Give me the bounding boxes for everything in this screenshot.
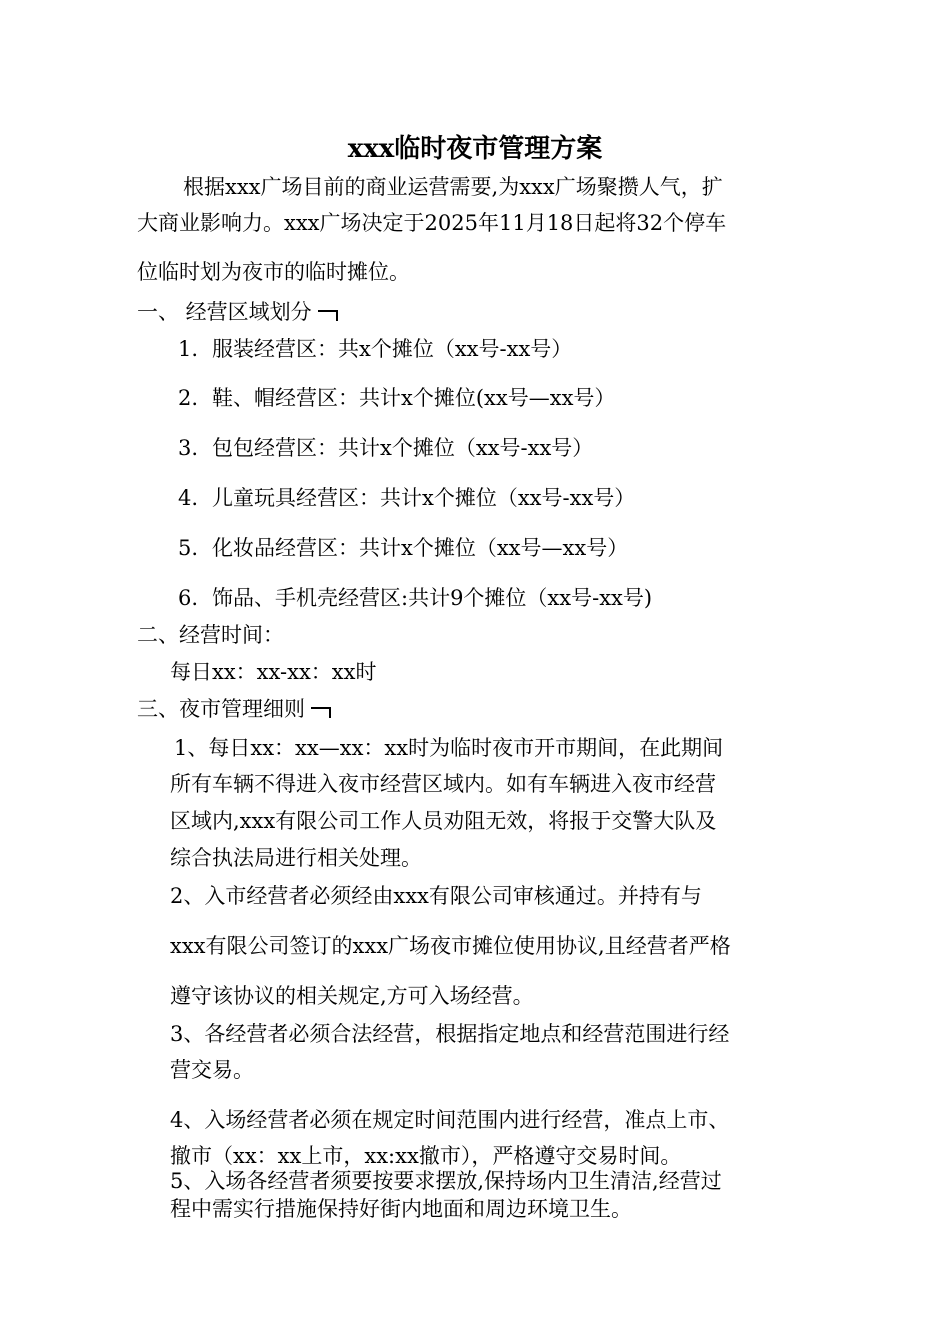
document-title: xxx临时夜市管理方案 xyxy=(347,134,603,164)
section1-heading: 一、 经营区域划分 xyxy=(137,297,338,327)
revision-mark-icon xyxy=(311,707,331,718)
list-item: 4. 儿童玩具经营区：共计x个摊位（xx号-xx号） xyxy=(178,486,636,510)
intro-line-2: 大商业影响力。xxx广场决定于2025年11月18日起将32个停车 xyxy=(137,211,727,235)
list-item: 1. 服装经营区：共x个摊位（xx号-xx号） xyxy=(178,337,573,361)
rule5-line-1: 5、入场各经营者须要按要求摆放,保持场内卫生清洁,经营过 xyxy=(170,1169,722,1193)
rule1-line-4: 综合执法局进行相关处理。 xyxy=(170,846,422,870)
rule1-line-1: 1、每日xx：xx—xx：xx时为临时夜市开市期间，在此期间 xyxy=(174,736,724,760)
intro-line-3: 位临时划为夜市的临时摊位。 xyxy=(137,260,410,284)
rule3-line-2: 营交易。 xyxy=(170,1058,254,1082)
revision-mark-icon xyxy=(318,310,338,321)
section2-heading: 二、经营时间： xyxy=(137,623,284,647)
rule3-line-1: 3、各经营者必须合法经营，根据指定地点和经营范围进行经 xyxy=(170,1022,730,1046)
rule2-line-2: xxx有限公司签订的xxx广场夜市摊位使用协议,且经营者严格 xyxy=(170,934,731,958)
rule4-line-1: 4、入场经营者必须在规定时间范围内进行经营，准点上市、 xyxy=(170,1108,730,1132)
intro-line-1: 根据xxx广场目前的商业运营需要,为xxx广场聚攒人气，扩 xyxy=(183,175,723,199)
rule2-line-3: 遵守该协议的相关规定,方可入场经营。 xyxy=(170,984,534,1008)
list-item: 6. 饰品、手机壳经营区:共计9个摊位（xx号-xx号) xyxy=(178,586,653,610)
rule1-line-2: 所有车辆不得进入夜市经营区域内。如有车辆进入夜市经营 xyxy=(170,772,716,796)
rule4-line-2: 撤市（xx：xx上市，xx:xx撤市），严格遵守交易时间。 xyxy=(170,1144,682,1168)
list-item: 5. 化妆品经营区：共计x个摊位（xx号—xx号） xyxy=(178,536,629,560)
rule2-line-1: 2、入市经营者必须经由xxx有限公司审核通过。并持有与 xyxy=(170,884,702,908)
rule1-line-3: 区域内,xxx有限公司工作人员劝阻无效，将报于交警大队及 xyxy=(170,809,717,833)
list-item: 2. 鞋、帽经营区：共计x个摊位(xx号—xx号） xyxy=(178,386,616,410)
section2-text: 每日xx：xx-xx：xx时 xyxy=(170,660,377,684)
section3-heading: 三、夜市管理细则 xyxy=(137,694,331,724)
rule5-line-2: 程中需实行措施保持好街内地面和周边环境卫生。 xyxy=(170,1197,632,1221)
list-item: 3. 包包经营区：共计x个摊位（xx号-xx号） xyxy=(178,436,594,460)
